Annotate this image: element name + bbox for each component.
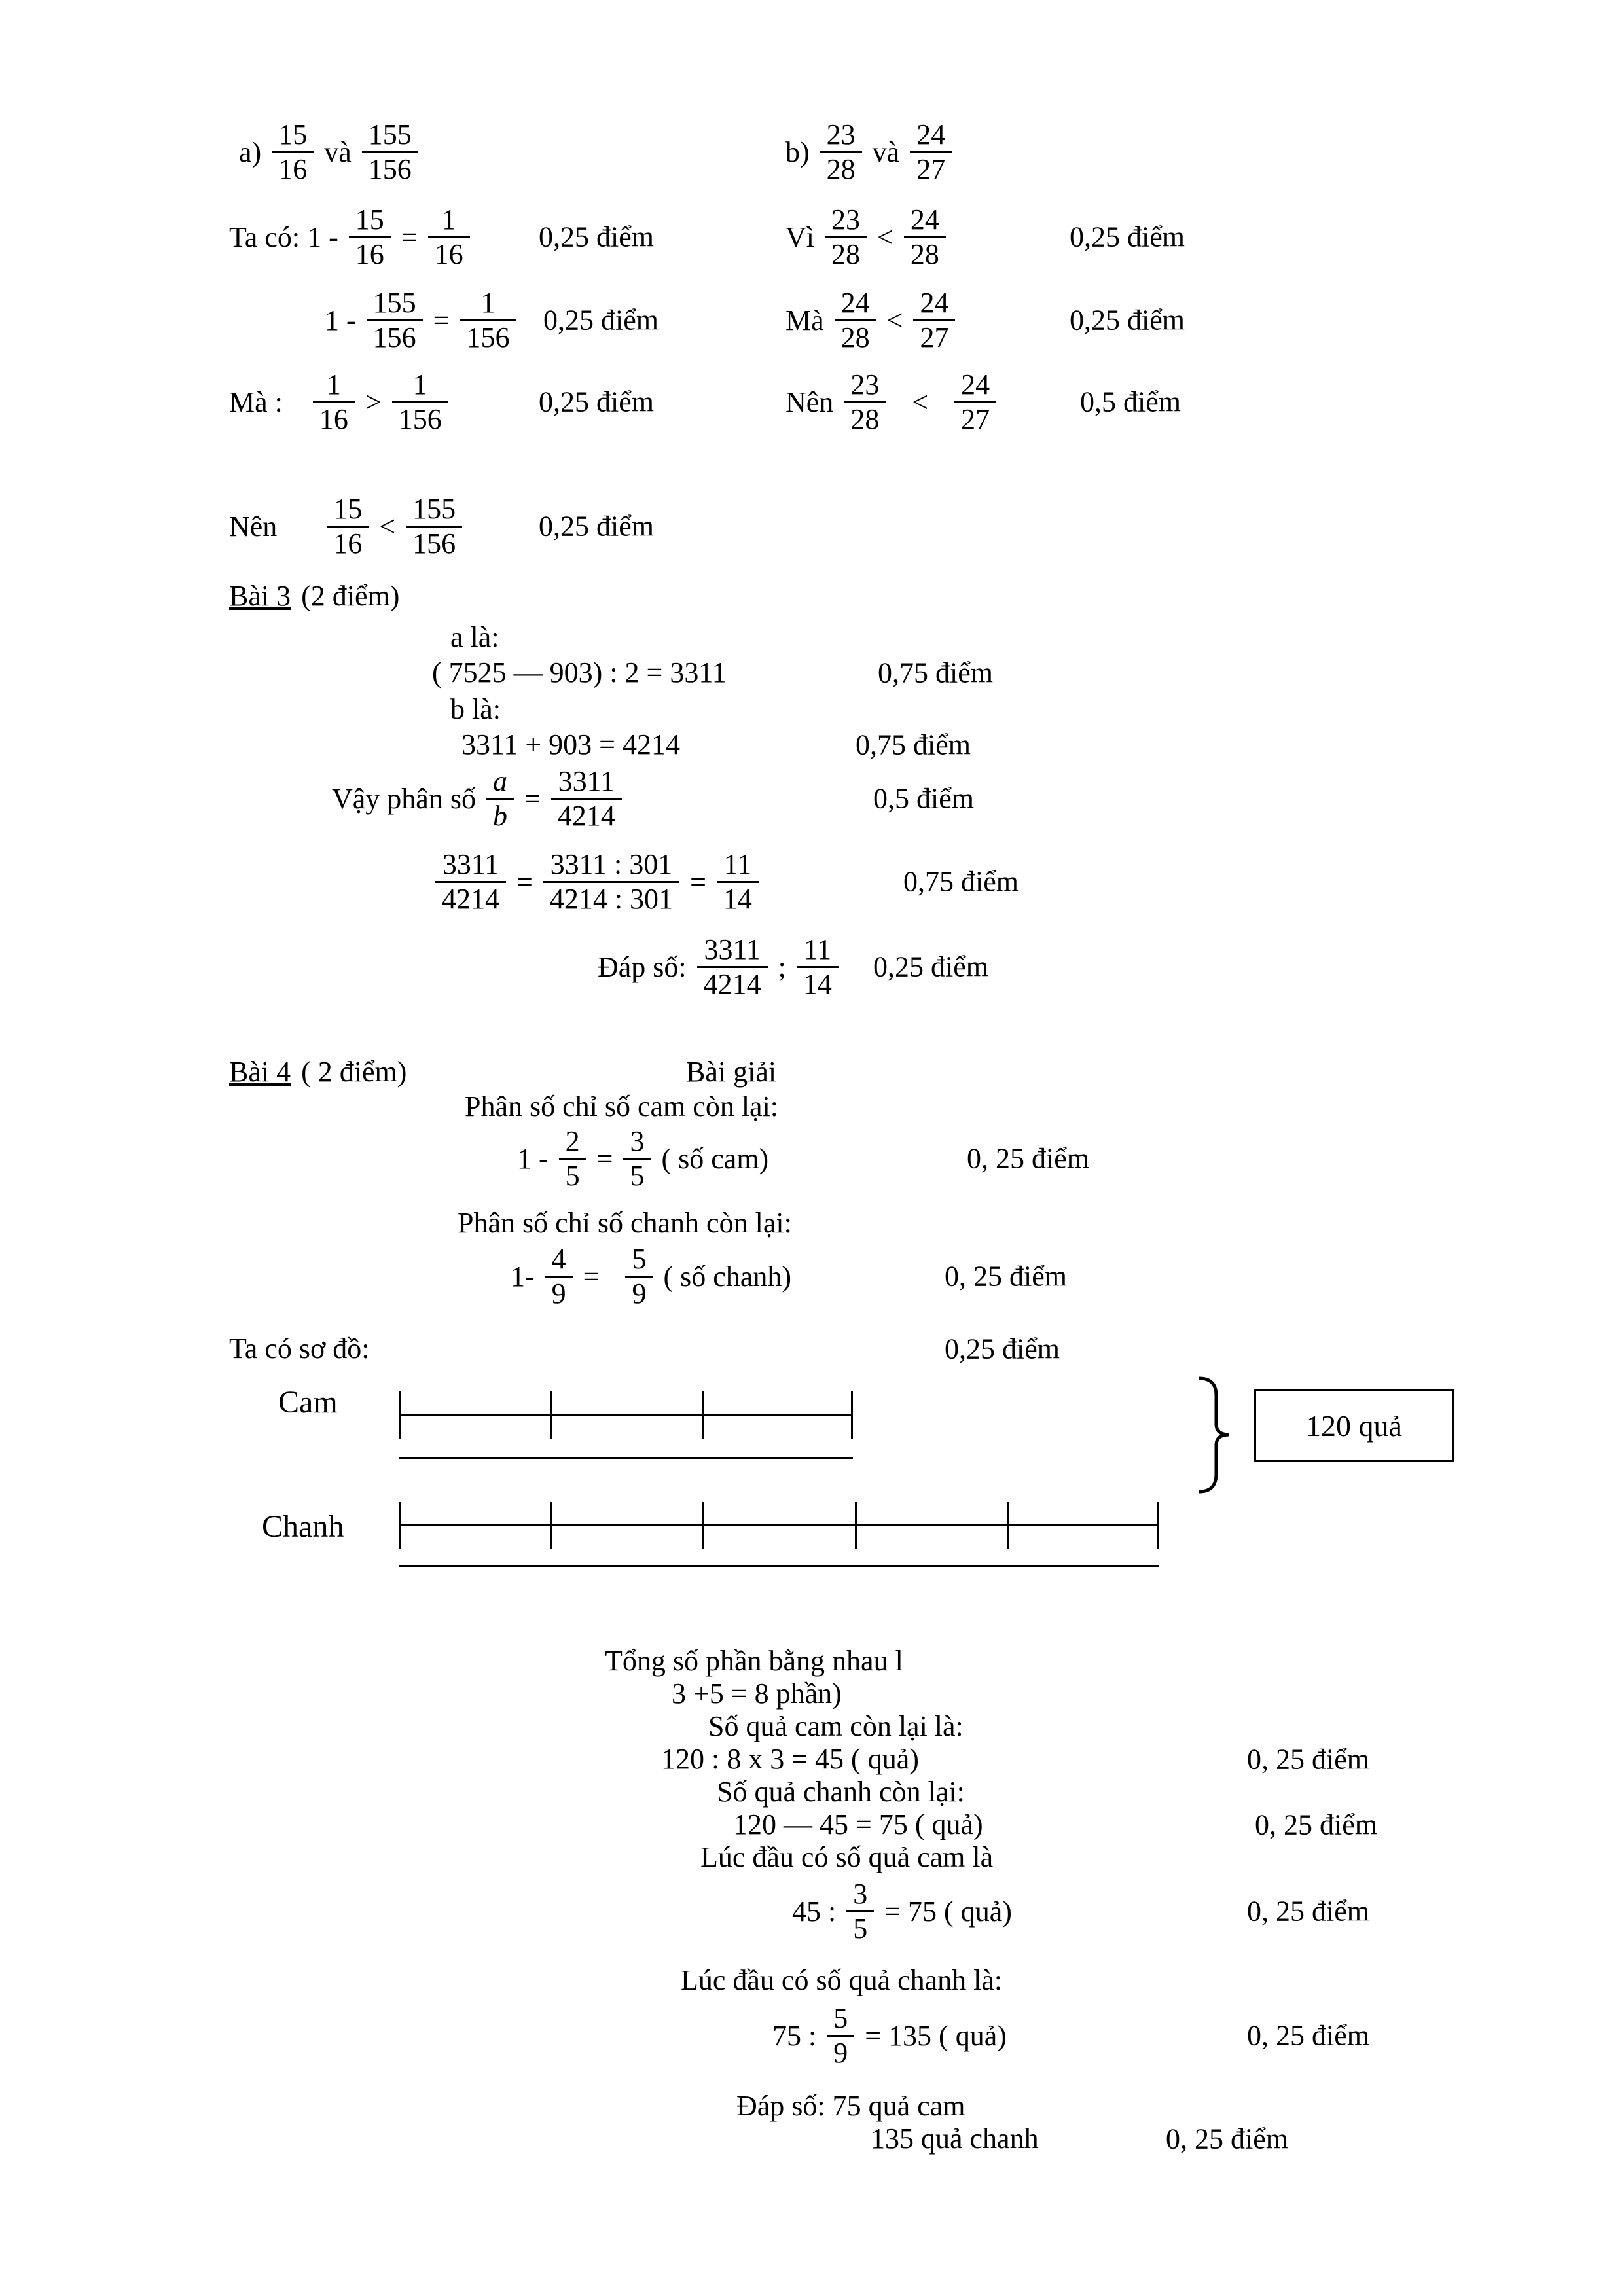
sodo-label: Ta có sơ đồ:: [229, 1333, 370, 1365]
score-label: 0,25 điểm: [873, 950, 988, 983]
operator: =: [596, 1142, 613, 1175]
solution-line-12: [871, 2122, 1460, 2155]
row-suffix: = 135 ( quả): [865, 2019, 1007, 2052]
section-title: Bài 3: [229, 580, 291, 612]
compare-b-header: [785, 118, 952, 186]
fraction-denominator: 4214: [551, 798, 622, 832]
equation-text: ( 7525 — 903) : 2 = 3311: [432, 656, 727, 689]
score-label: 0,25 điểm: [543, 304, 659, 336]
bai3-title-row: [229, 579, 399, 613]
operator: =: [690, 865, 706, 898]
fraction: [313, 368, 355, 435]
score-label: 0,75 điểm: [878, 656, 993, 689]
fraction-denominator: 28: [835, 319, 876, 353]
fraction-denominator: 28: [825, 236, 867, 270]
compare-b-row2: [785, 286, 1375, 354]
bar-line: [399, 1565, 1159, 1567]
fraction-numerator: 3311 : 301: [550, 848, 673, 881]
score-label: 0, 25 điểm: [1166, 2123, 1288, 2155]
fraction-numerator: 23: [826, 118, 856, 151]
fraction-denominator: 16: [428, 236, 470, 270]
brace-icon: [1193, 1374, 1232, 1496]
cam-bar: [399, 1391, 853, 1460]
fraction-numerator: 15: [278, 118, 308, 151]
fraction: [835, 287, 876, 353]
score-label: 0,25 điểm: [1070, 304, 1185, 336]
score-label: 0,25 điểm: [1070, 221, 1185, 253]
fraction-denominator: 28: [904, 236, 946, 270]
fraction-denominator: 9: [625, 1276, 653, 1310]
total-label: 120 quả: [1306, 1408, 1402, 1443]
fraction: [623, 1125, 651, 1192]
bai4-sodo-row: [229, 1332, 1146, 1365]
fraction-numerator: 5: [632, 1243, 647, 1276]
fraction-numerator: 1: [326, 368, 341, 401]
equation-text: 120 — 45 = 75 ( quả): [733, 1808, 983, 1840]
bai3-dapso-row: [598, 933, 1187, 1001]
operator: <: [912, 386, 929, 418]
row-prefix: Vậy phân số: [332, 782, 476, 815]
fraction-denominator: 4214: [435, 881, 506, 915]
score-label: 0,75 điểm: [903, 865, 1019, 898]
fraction: [625, 1243, 653, 1310]
fraction-numerator: 11: [723, 848, 752, 881]
fraction-denominator: 27: [910, 151, 952, 185]
fraction: [827, 2002, 854, 2069]
conjunction: và: [872, 135, 900, 168]
bar-line: [399, 1414, 853, 1416]
fraction: [272, 118, 314, 185]
row-prefix: 75 :: [772, 2019, 817, 2052]
row-prefix: Nên: [785, 386, 834, 418]
separator: ;: [778, 950, 786, 983]
fraction-numerator: 24: [916, 118, 946, 151]
fraction-denominator: 9: [827, 2035, 854, 2069]
solution-line-3: Số quả cam còn lại là:: [708, 1710, 964, 1742]
fraction-denominator: 156: [362, 151, 418, 185]
fraction-numerator: 24: [961, 368, 990, 401]
fraction: [435, 848, 506, 915]
solution-line-4: [661, 1742, 1447, 1776]
fraction: [825, 204, 867, 270]
fraction: [367, 287, 423, 353]
compare-b-row1: [785, 203, 1375, 271]
fraction: [545, 1243, 573, 1310]
fraction-numerator: 23: [831, 204, 860, 236]
chanh-bar: [399, 1502, 1159, 1568]
solution-line-9: Lúc đầu có số quả chanh là:: [681, 1964, 1003, 1996]
score-label: 0, 25 điểm: [967, 1142, 1089, 1175]
fraction-numerator: 155: [412, 493, 456, 526]
row-prefix: 1 -: [325, 304, 356, 336]
fraction-denominator: 27: [913, 319, 955, 353]
bai3-vay-row: [332, 764, 1052, 833]
fraction: [559, 1125, 586, 1192]
fraction-denominator: 5: [559, 1158, 586, 1192]
solution-line-1: Tổng số phần bằng nhau l: [605, 1645, 903, 1677]
operator: >: [365, 386, 382, 418]
fraction: [327, 493, 369, 560]
operator: =: [583, 1260, 600, 1293]
fraction-denominator: 14: [797, 966, 839, 1000]
fraction: [797, 933, 839, 1000]
section-info: ( 2 điểm): [301, 1056, 407, 1088]
equation-text: 120 : 8 x 3 = 45 ( quả): [661, 1743, 919, 1775]
fraction-denominator: 9: [545, 1276, 573, 1310]
row-prefix: Đáp số:: [598, 950, 687, 983]
fraction-denominator: 16: [327, 526, 369, 560]
fraction-denominator: b: [486, 798, 514, 832]
fraction: [910, 118, 952, 185]
fraction-numerator: 4: [551, 1243, 566, 1276]
fraction: [362, 118, 418, 185]
fraction: [543, 848, 679, 915]
fraction-numerator: 1: [480, 287, 496, 319]
score-label: 0, 25 điểm: [1247, 2019, 1369, 2052]
fraction-denominator: 4214 : 301: [543, 881, 679, 915]
solution-line-6: [733, 1808, 1453, 1841]
section-info: (2 điểm): [301, 580, 400, 612]
operator: <: [886, 304, 903, 336]
fraction: [551, 765, 622, 832]
compare-a-header: [239, 118, 418, 186]
fraction-numerator: 3: [630, 1125, 645, 1158]
fraction-denominator: 156: [460, 319, 516, 353]
operator: =: [524, 782, 541, 815]
fraction: [486, 765, 514, 832]
bai4-title-row: [229, 1055, 406, 1088]
solution-line-11: Đáp số: 75 quả cam: [736, 2090, 965, 2122]
score-label: 0,25 điểm: [539, 386, 654, 418]
score-label: 0, 25 điểm: [945, 1260, 1067, 1293]
fraction: [717, 848, 759, 915]
fraction: [428, 204, 470, 270]
fraction-denominator: 5: [623, 1158, 651, 1192]
fraction-numerator: 15: [355, 204, 384, 236]
fraction: [697, 933, 768, 1000]
score-label: 0,5 điểm: [873, 782, 974, 815]
fraction-denominator: 5: [846, 1910, 874, 1945]
fraction-numerator: 3311: [442, 848, 499, 881]
fraction-denominator: 16: [313, 401, 355, 435]
equation-text: 135 quả chanh: [871, 2123, 1039, 2155]
operator: <: [379, 510, 396, 543]
score-label: 0,25 điểm: [945, 1333, 1060, 1365]
item-label: b): [785, 135, 810, 168]
conjunction: và: [324, 135, 352, 168]
score-label: 0, 25 điểm: [1255, 1808, 1377, 1840]
operator: =: [516, 865, 533, 898]
diagram-chanh-label: Chanh: [262, 1509, 344, 1544]
bar-line: [399, 1524, 1159, 1526]
fraction-denominator: 156: [406, 526, 462, 560]
fraction-numerator: 24: [910, 204, 939, 236]
row-prefix: Nên: [229, 510, 278, 543]
row-prefix: 45 :: [792, 1895, 837, 1928]
bai3-a-label: a là:: [450, 621, 499, 653]
fraction: [846, 1878, 874, 1945]
fraction-denominator: 4214: [697, 966, 768, 1000]
fraction: [844, 368, 886, 435]
fraction-numerator: 15: [333, 493, 363, 526]
row-prefix: Mà :: [229, 386, 283, 418]
fraction-denominator: 156: [392, 401, 448, 435]
fraction: [460, 287, 516, 353]
fraction-numerator: 11: [803, 933, 832, 966]
compare-a-row4: [229, 492, 884, 560]
solution-line-8: [792, 1877, 1512, 1945]
item-label: a): [239, 135, 262, 168]
section-title: Bài 4: [229, 1056, 291, 1088]
total-box: [1254, 1389, 1454, 1462]
solution-line-7: Lúc đầu có số quả cam là: [700, 1841, 994, 1873]
bai3-b-label: b là:: [450, 693, 501, 725]
bai4-giai-label: Bài giải: [686, 1056, 777, 1088]
bai4-cam-row: [517, 1124, 1172, 1193]
row-suffix: = 75 ( quả): [884, 1895, 1012, 1928]
fraction: [392, 368, 448, 435]
fraction-denominator: 28: [844, 401, 886, 435]
fraction: [820, 118, 862, 185]
fraction-denominator: 28: [820, 151, 862, 185]
fraction-numerator: 3311: [704, 933, 761, 966]
solution-line-5: Số quả chanh còn lại:: [717, 1776, 965, 1808]
fraction-denominator: 16: [272, 151, 314, 185]
score-label: 0, 25 điểm: [1247, 1895, 1369, 1928]
fraction-numerator: a: [492, 765, 507, 798]
score-label: 0,75 điểm: [856, 728, 971, 761]
bai3-b-line: [461, 728, 1116, 761]
fraction-numerator: 3311: [558, 765, 615, 798]
score-label: 0,5 điểm: [1080, 386, 1181, 418]
fraction: [904, 204, 946, 270]
solution-line-2: 3 +5 = 8 phần): [672, 1677, 842, 1710]
row-prefix: Ta có: 1 -: [229, 221, 338, 253]
fraction: [954, 368, 996, 435]
fraction: [349, 204, 391, 270]
fraction-numerator: 2: [565, 1125, 580, 1158]
fraction-numerator: 24: [840, 287, 870, 319]
equation-text: 3311 + 903 = 4214: [461, 728, 680, 761]
row-prefix: 1 -: [517, 1142, 549, 1175]
row-prefix: 1-: [511, 1260, 535, 1293]
fraction-numerator: 23: [850, 368, 880, 401]
fraction-numerator: 3: [853, 1878, 868, 1910]
fraction-numerator: 1: [441, 204, 456, 236]
fraction-numerator: 24: [920, 287, 949, 319]
row-prefix: Vì: [785, 221, 814, 253]
bai4-cam-label: Phân số chỉ số cam còn lại:: [465, 1090, 779, 1122]
fraction: [913, 287, 955, 353]
bai4-chanh-row: [511, 1242, 1165, 1310]
row-suffix: ( số cam): [661, 1142, 769, 1175]
operator: =: [433, 304, 450, 336]
score-label: 0,25 điểm: [539, 221, 654, 253]
fraction-numerator: 155: [372, 287, 416, 319]
bar-line: [399, 1457, 853, 1459]
operator: =: [401, 221, 418, 253]
fraction-denominator: 16: [349, 236, 391, 270]
bai3-rutgon-row: [435, 848, 1155, 916]
fraction-denominator: 156: [367, 319, 423, 353]
row-suffix: ( số chanh): [663, 1260, 791, 1293]
fraction-denominator: 27: [954, 401, 996, 435]
fraction-denominator: 14: [717, 881, 759, 915]
fraction: [406, 493, 462, 560]
diagram-cam-label: Cam: [278, 1385, 338, 1420]
score-label: 0,25 điểm: [539, 510, 654, 543]
fraction-numerator: 1: [412, 368, 427, 401]
bai4-chanh-label: Phân số chỉ số chanh còn lại:: [458, 1207, 792, 1239]
compare-b-row3: [785, 368, 1375, 436]
operator: <: [877, 221, 893, 253]
row-prefix: Mà: [785, 304, 824, 336]
solution-line-10: [772, 2001, 1492, 2070]
score-label: 0, 25 điểm: [1247, 1743, 1369, 1775]
fraction-numerator: 155: [368, 118, 412, 151]
bai3-a-line: [432, 656, 1152, 689]
fraction-numerator: 5: [833, 2002, 848, 2035]
